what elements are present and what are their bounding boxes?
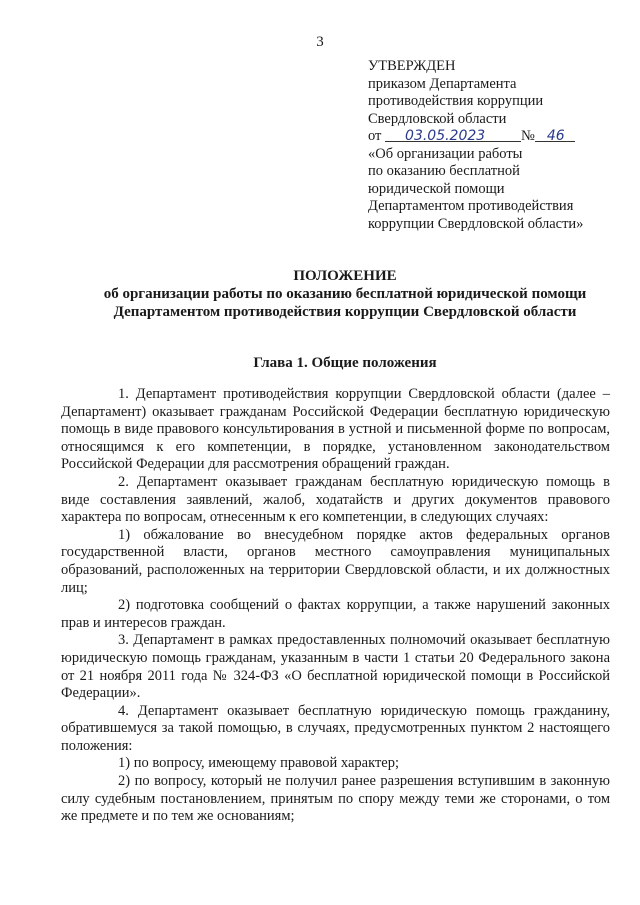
approval-line: приказом Департамента xyxy=(368,75,517,92)
paragraph: 2) по вопросу, который не получил ранее разрешения вступившим в законную силу судебным постановлением, принятым по спору между теми же сторонами, о том же предмете и по тем же основаниям; xyxy=(61,773,610,825)
paragraph: 2) подготовка сообщений о фактах коррупции, а также нарушений законных прав и интересов граждан. xyxy=(61,597,610,631)
document-title xyxy=(60,267,630,321)
paragraph: 1) по вопросу, имеющему правовой характер; xyxy=(118,755,400,772)
approval-subject-line: коррупции Свердловской области» xyxy=(368,215,584,232)
approval-date-line xyxy=(368,128,618,146)
handwritten-number: 46 xyxy=(546,128,565,144)
approval-heading: УТВЕРЖДЕН xyxy=(368,58,456,74)
approval-line: противодействия коррупции xyxy=(368,93,544,109)
paragraph: 3. Департамент в рамках предоставленных полномочий оказывает бесплатную юридическую помощь гражданам, указанным в части 1 статьи 20 Федерального закона от 21 ноября 2011 года № 324-ФЗ «О бесплатной юридической помощи в Российской Федерации». xyxy=(61,632,610,702)
title-heading: ПОЛОЖЕНИЕ xyxy=(293,268,397,284)
approval-line: Свердловской области xyxy=(368,110,507,127)
paragraph: 1. Департамент противодействия коррупции Свердловской области (далее – Департамент) оказывает гражданам Российской Федерации бесплатную юридическую помощь в виде правового консультирования в устной и письменной форме по вопросам, относящимся к его компетенции, в порядке, установленном законодательством Российской Федерации для рассмотрения обращений граждан. xyxy=(61,386,610,473)
page-number: 3 xyxy=(316,34,324,50)
date-prefix: от xyxy=(368,128,382,144)
approval-subject-line: «Об организации работы xyxy=(368,145,523,162)
approval-stamp xyxy=(368,58,618,233)
date-blank xyxy=(385,128,521,142)
paragraph: 2. Департамент оказывает гражданам бесплатную юридическую помощь в виде составления заявлений, жалоб, ходатайств и других документов правового характера по вопросам, отнесенным к его компетенции, в следующих случаях: xyxy=(61,473,610,526)
approval-subject-line: Департаментом противодействия xyxy=(368,198,574,214)
approval-subject-line: по оказанию бесплатной xyxy=(368,163,520,179)
chapter-title: Глава 1. Общие положения xyxy=(253,355,437,371)
handwritten-date: 03.05.2023 xyxy=(405,128,486,144)
title-line: Департаментом противодействия коррупции Свердловской области xyxy=(113,304,577,320)
document-body xyxy=(61,386,610,826)
paragraph: 1) обжалование во внесудебном порядке актов федеральных органов государственной власти, органов местного самоуправления муниципальных образований, расположенных на территории Свердловской области, и их должностных лиц; xyxy=(61,526,610,596)
approval-subject-line: юридической помощи xyxy=(368,180,505,197)
paragraph: 4. Департамент оказывает бесплатную юридическую помощь гражданину, обратившемуся за такой помощью, в случаях, предусмотренных пунктом 2 настоящего положения: xyxy=(61,702,610,754)
number-prefix: № xyxy=(521,128,535,144)
number-blank xyxy=(535,128,575,142)
title-line: об организации работы по оказанию бесплатной юридической помощи xyxy=(103,286,587,302)
